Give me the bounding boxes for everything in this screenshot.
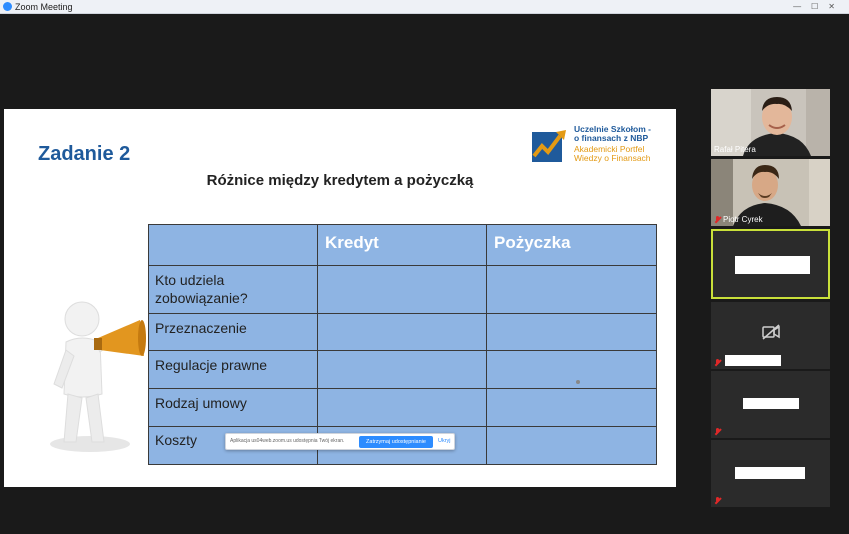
row-label: Przeznaczenie (155, 320, 247, 336)
screen-share-notification (225, 433, 455, 450)
redacted-name (735, 256, 810, 274)
window-title: Zoom Meeting (15, 1, 73, 12)
row-label: Rodzaj umowy (155, 395, 247, 411)
table-row (149, 266, 656, 314)
row-label: Koszty (155, 432, 198, 448)
participant-name-wrap (714, 428, 721, 436)
zoom-icon (3, 2, 12, 11)
participant-name-wrap (714, 497, 721, 505)
row-label (155, 271, 248, 307)
shared-screen-slide (4, 109, 676, 487)
participant-tile[interactable] (711, 440, 830, 507)
participant-name-wrap (714, 215, 763, 224)
participant-name: Rafał Pitera (714, 145, 756, 154)
participant-name: Piotr Cyrek (723, 215, 763, 224)
row-label: Regulacje prawne (155, 357, 268, 373)
logo-line-1: Uczelnie Szkołom - (574, 124, 651, 134)
row-label-line: zobowiązanie? (155, 290, 248, 306)
participant-tile[interactable] (711, 89, 830, 156)
mic-muted-icon (714, 428, 721, 436)
share-message: Aplikacja us04web.zoom.us udostępnia Twój ekran. (230, 438, 345, 444)
logo-chart-icon (530, 126, 568, 164)
logo-line-2: o finansach z NBP (574, 133, 649, 143)
redacted-name (735, 467, 805, 479)
row-label-line: Kto udziela (155, 272, 225, 288)
slide-subtitle: Różnice między kredytem a pożyczką (206, 172, 474, 189)
stop-sharing-button[interactable]: Zatrzymaj udostępnianie (359, 436, 433, 448)
mouse-cursor-indicator (576, 380, 580, 384)
mic-muted-icon (714, 497, 721, 505)
logo-line-3: Akademicki Portfel (574, 144, 645, 154)
participant-tile[interactable] (711, 302, 830, 369)
header-pozyczka: Pożyczka (494, 233, 571, 252)
mic-muted-icon (714, 216, 721, 224)
logo-line-4: Wiedzy o Finansach (574, 153, 651, 163)
participant-tile-active-speaker[interactable] (711, 229, 830, 299)
nbp-logo (530, 124, 670, 168)
comparison-table (148, 224, 657, 465)
video-off-icon (761, 324, 781, 340)
table-row (149, 389, 656, 427)
window-controls[interactable]: —☐✕ (793, 2, 845, 11)
slide-title: Zadanie 2 (38, 143, 131, 165)
megaphone-person-illustration (42, 294, 146, 454)
table-row (149, 351, 656, 389)
redacted-name (743, 398, 799, 409)
mic-muted-icon (714, 359, 721, 367)
participant-tile[interactable] (711, 371, 830, 438)
table-header-row (149, 225, 656, 266)
participant-tile[interactable] (711, 159, 830, 226)
header-kredyt: Kredyt (325, 233, 379, 252)
window-titlebar (0, 0, 849, 14)
participant-name-wrap (714, 359, 721, 367)
redacted-name (725, 355, 781, 366)
table-row (149, 314, 656, 351)
hide-button[interactable]: Ukryj (438, 438, 451, 444)
